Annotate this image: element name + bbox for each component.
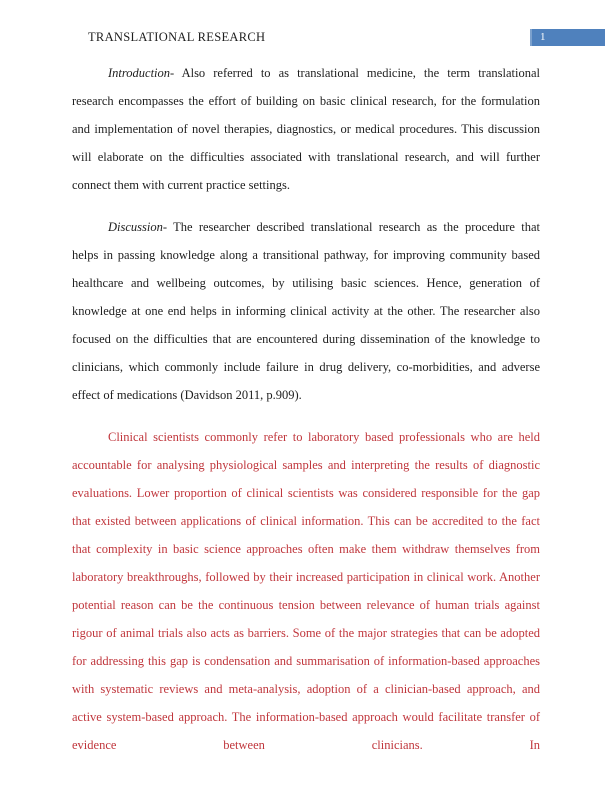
paragraph-introduction-lead: Introduction- <box>108 66 175 80</box>
paragraph-introduction-text: Also referred to as translational medicine, the term translational research encompasses the effort of building on basic clinical research, for the formulation and implementation of novel therapies, diagnostics, or medical procedures. This discussion will elaborate on the difficulties associated with translational research, and will further connect them with current practice settings. <box>72 66 540 192</box>
paragraph-clinical-scientists <box>72 423 540 759</box>
paragraph-discussion <box>72 213 540 409</box>
paragraph-discussion-text: The researcher described translational research as the procedure that helps in passing knowledge along a transitional pathway, for improving community based healthcare and wellbeing outcomes, by utilising basic sciences. Hence, generation of knowledge at one end helps in informing clinical activity at the other. The researcher also focused on the difficulties that are encountered during dissemination of the knowledge to clinicians, which commonly include failure in drug delivery, co-morbidities, and adverse effect of medications (Davidson 2011, p.909). <box>72 220 540 402</box>
document-body <box>72 59 540 773</box>
paragraph-discussion-lead: Discussion- <box>108 220 168 234</box>
paragraph-clinical-scientists-text: Clinical scientists commonly refer to laboratory based professionals who are held accountable for analysing physiological samples and interpreting the results of diagnostic evaluations. Lower proportion of clinical scientists was considered responsible for the gap that existed between applications of clinical information. This can be accredited to the fact that complexity in basic science approaches often make them withdraw themselves from laboratory breakthroughs, followed by their increased participation in clinical work. Another potential reason can be the continuous tension between relevance of human trials against rigour of animal trials also acts as barriers. Some of the major strategies that can be adopted for addressing this gap is condensation and summarisation of information-based approaches with systematic reviews and meta-analysis, adoption of a clinician-based approach, and active system-based approach. The information-based approach would facilitate transfer of evidence between clinicians. In <box>72 430 540 752</box>
paragraph-introduction <box>72 59 540 199</box>
page-number-badge: 1 <box>530 29 605 46</box>
running-head-title: TRANSLATIONAL RESEARCH <box>88 30 266 44</box>
